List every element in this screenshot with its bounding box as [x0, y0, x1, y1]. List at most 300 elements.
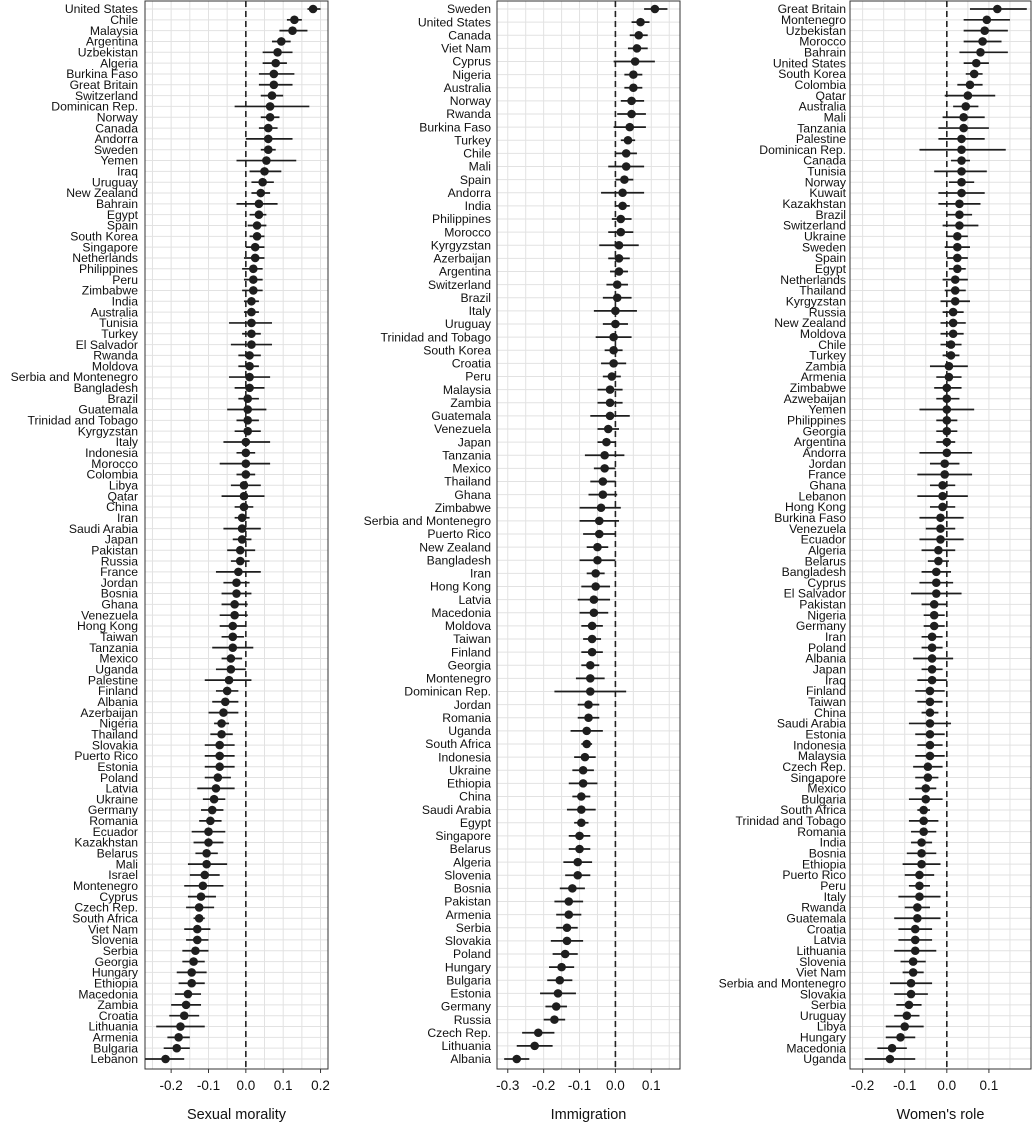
point-estimate-taiwan — [228, 633, 237, 642]
country-label: Uruguay — [799, 1008, 846, 1023]
country-label: Russia — [100, 554, 138, 569]
country-label: Estonia — [805, 727, 846, 742]
point-estimate-great-britain — [270, 80, 279, 89]
point-estimate-mali — [622, 162, 631, 171]
country-label: Iran — [469, 566, 491, 581]
country-label: Ethiopia — [801, 857, 846, 872]
country-label: Serbia — [810, 998, 846, 1013]
country-label: Dominican Rep. — [51, 99, 138, 114]
point-estimate-iran — [591, 569, 600, 578]
country-label: Peru — [465, 369, 491, 384]
point-estimate-albania — [221, 697, 230, 706]
point-estimate-egypt — [577, 818, 586, 827]
country-label: Taiwan — [453, 632, 491, 647]
point-estimate-uruguay — [611, 320, 620, 329]
point-estimate-colombia — [242, 470, 251, 479]
point-estimate-tunisia — [247, 319, 256, 328]
point-estimate-united-states — [309, 5, 318, 14]
point-estimate-nigeria — [930, 611, 939, 620]
country-label: Ukraine — [449, 763, 491, 778]
country-label: Romania — [442, 710, 491, 725]
point-estimate-singapore — [251, 243, 260, 252]
panel-frame — [850, 1, 1031, 1069]
point-estimate-czech-rep — [195, 903, 204, 912]
point-estimate-romania — [919, 827, 928, 836]
point-estimate-hungary — [187, 968, 196, 977]
country-label: Venezuela — [789, 521, 846, 536]
point-estimate-macedonia — [184, 990, 193, 999]
point-estimate-south-africa — [582, 740, 591, 749]
point-estimate-great-britain — [993, 5, 1002, 14]
country-label: Morocco — [91, 456, 138, 471]
point-estimate-zimbabwe — [597, 503, 606, 512]
point-estimate-japan — [602, 438, 611, 447]
point-estimate-morocco — [978, 37, 987, 46]
country-label: Italy — [823, 889, 846, 904]
country-label: China — [106, 500, 138, 515]
point-estimate-algeria — [271, 59, 280, 68]
country-label: Japan — [812, 662, 846, 677]
country-label: Lebanon — [90, 1052, 138, 1067]
x-tick-label: -0.3 — [496, 1078, 520, 1093]
point-estimate-thailand — [951, 286, 960, 295]
point-estimate-estonia — [926, 730, 935, 739]
country-label: Malaysia — [89, 23, 138, 38]
country-label: Burkina Faso — [774, 510, 846, 525]
country-label: Ethiopia — [93, 976, 138, 991]
country-label: Argentina — [793, 435, 846, 450]
point-estimate-germany — [208, 806, 217, 815]
point-estimate-indonesia — [242, 449, 251, 458]
point-estimate-germany — [552, 1002, 561, 1011]
x-tick-label: 0.0 — [937, 1078, 957, 1093]
point-estimate-switzerland — [268, 91, 277, 100]
point-estimate-rwanda — [627, 110, 636, 119]
country-label: Czech Rep. — [427, 1025, 491, 1040]
point-estimate-spain — [253, 221, 262, 230]
country-label: Guatemala — [78, 402, 138, 417]
country-label: Italy — [468, 304, 491, 319]
point-estimate-viet-nam — [193, 925, 202, 934]
point-estimate-romania — [584, 713, 593, 722]
point-estimate-bulgaria — [921, 795, 930, 804]
point-estimate-zambia — [945, 362, 954, 371]
country-label: Thailand — [91, 727, 138, 742]
country-label: Sweden — [93, 142, 138, 157]
point-estimate-belarus — [575, 845, 584, 854]
point-estimate-canada — [957, 156, 966, 165]
point-estimate-poland — [928, 643, 937, 652]
country-label: Armenia — [800, 370, 846, 385]
point-estimate-serbia — [905, 1001, 914, 1010]
country-label: Azwebaijan — [783, 391, 846, 406]
country-label: Spain — [106, 218, 138, 233]
point-estimate-estonia — [215, 762, 224, 771]
point-estimate-saudi-arabia — [577, 805, 586, 814]
country-label: El Salvador — [75, 337, 138, 352]
point-estimate-qatar — [964, 91, 973, 100]
country-label: Pakistan — [91, 543, 138, 558]
point-estimate-dominican-rep — [586, 687, 595, 696]
panel-frame — [497, 1, 680, 1069]
estimate-row — [427, 1026, 554, 1040]
country-label: Bulgaria — [446, 973, 491, 988]
x-axis-title: Women's role — [896, 1107, 985, 1123]
point-estimate-turkey — [947, 351, 956, 360]
point-estimate-mexico — [921, 784, 930, 793]
country-label: Ghana — [101, 597, 138, 612]
country-label: Romania — [797, 824, 846, 839]
point-estimate-malaysia — [926, 752, 935, 761]
country-label: Georgia — [447, 658, 491, 673]
country-label: United States — [417, 15, 491, 30]
country-label: Hong Kong — [77, 619, 138, 634]
point-estimate-bangladesh — [932, 568, 941, 577]
country-label: Turkey — [101, 326, 138, 341]
country-label: Australia — [90, 305, 138, 320]
point-estimate-india — [917, 838, 926, 847]
country-label: Serbia — [455, 920, 491, 935]
country-label: Mali — [468, 159, 491, 174]
point-estimate-switzerland — [613, 280, 622, 289]
point-estimate-spain — [620, 175, 629, 184]
country-label: Pakistan — [799, 597, 846, 612]
panel-sexual-morality — [11, 1, 330, 1123]
point-estimate-puerto-rico — [915, 871, 924, 880]
country-label: India — [111, 294, 138, 309]
country-label: Serbia — [102, 943, 138, 958]
x-tick-label: -0.1 — [893, 1078, 917, 1093]
point-estimate-palestine — [225, 676, 234, 685]
country-label: Italy — [115, 435, 138, 450]
point-estimate-pakistan — [236, 546, 245, 555]
point-estimate-tanzania — [959, 124, 968, 133]
point-estimate-lebanon — [938, 492, 947, 501]
point-estimate-moldova — [949, 329, 958, 338]
country-label: Bangladesh — [781, 565, 846, 580]
point-estimate-sweden — [264, 145, 273, 154]
country-label: Israel — [108, 868, 138, 883]
point-estimate-pakistan — [564, 897, 573, 906]
point-estimate-serbia — [191, 946, 200, 955]
country-label: Azerbaijan — [433, 251, 491, 266]
x-tick-label: 0.1 — [273, 1078, 293, 1093]
country-label: Iran — [116, 510, 138, 525]
point-estimate-peru — [608, 372, 617, 381]
point-estimate-serbia-and-montenegro — [907, 979, 916, 988]
point-estimate-azerbaijan — [219, 708, 228, 717]
point-estimate-slovenia — [193, 936, 202, 945]
country-label: Belarus — [96, 846, 138, 861]
country-label: Zimbabwe — [434, 500, 491, 515]
point-estimate-libya — [900, 1022, 909, 1031]
point-estimate-bosnia — [568, 884, 577, 893]
country-label: Netherlands — [72, 251, 138, 266]
point-estimate-puerto-rico — [215, 752, 224, 761]
point-estimate-andorra — [943, 449, 952, 458]
point-estimate-finland — [588, 648, 597, 657]
point-estimate-south-korea — [253, 232, 262, 241]
point-estimate-bangladesh — [593, 556, 602, 565]
country-label: Hungary — [799, 1030, 846, 1045]
point-estimate-new-zealand — [256, 189, 265, 198]
country-label: Peru — [112, 272, 138, 287]
country-label: Tunisia — [807, 164, 846, 179]
country-label: Canada — [95, 121, 138, 136]
country-label: Macedonia — [78, 987, 138, 1002]
country-label: Philippines — [432, 212, 491, 227]
country-label: Burkina Faso — [419, 120, 491, 135]
point-estimate-hong-kong — [591, 582, 600, 591]
country-label: Russia — [808, 305, 846, 320]
point-estimate-bahrain — [976, 48, 985, 57]
country-label: Ecuador — [92, 824, 138, 839]
country-label: Norway — [96, 110, 138, 125]
point-estimate-china — [240, 503, 249, 512]
point-estimate-algeria — [934, 546, 943, 555]
country-label: Viet Nam — [796, 965, 846, 980]
country-label: Indonesia — [85, 446, 138, 461]
point-estimate-ghana — [230, 600, 239, 609]
country-label: Taiwan — [808, 694, 846, 709]
point-estimate-sweden — [651, 5, 660, 14]
point-estimate-united-states — [636, 18, 645, 27]
country-label: Moldova — [799, 326, 846, 341]
point-estimate-guatemala — [913, 914, 922, 923]
country-label: Singapore — [435, 829, 491, 844]
x-tick-label: -0.2 — [850, 1078, 875, 1093]
point-estimate-new-zealand — [949, 319, 958, 328]
country-label: Trinidad and Tobago — [735, 814, 846, 829]
point-estimate-czech-rep — [534, 1028, 543, 1037]
country-label: Tanzania — [89, 640, 138, 655]
point-estimate-brazil — [955, 210, 964, 219]
point-estimate-lithuania — [176, 1022, 185, 1031]
point-estimate-albania — [928, 654, 937, 663]
country-label: Kyrgyzstan — [77, 424, 138, 439]
x-tick-label: 0.0 — [606, 1078, 625, 1093]
country-label: Australia — [443, 80, 491, 95]
point-estimate-egypt — [953, 264, 962, 273]
point-estimate-netherlands — [951, 275, 960, 284]
point-estimate-israel — [200, 871, 209, 880]
country-label: Mexico — [807, 781, 846, 796]
point-estimate-morocco — [242, 459, 251, 468]
country-label: Chile — [818, 337, 846, 352]
point-estimate-chile — [947, 340, 956, 349]
point-estimate-mexico — [227, 654, 236, 663]
country-label: Spain — [459, 172, 491, 187]
country-label: Slovenia — [91, 933, 138, 948]
point-estimate-ukraine — [953, 232, 962, 241]
point-estimate-armenia — [564, 910, 573, 919]
country-label: Slovakia — [799, 987, 846, 1002]
point-estimate-uganda — [227, 665, 236, 674]
country-label: South Africa — [72, 911, 138, 926]
country-label: Tanzania — [442, 448, 491, 463]
point-estimate-cyprus — [932, 578, 941, 587]
x-tick-label: -0.1 — [196, 1078, 221, 1093]
point-estimate-zambia — [606, 398, 615, 407]
country-label: Brazil — [107, 391, 138, 406]
country-label: Philippines — [79, 261, 138, 276]
point-estimate-iraq — [260, 167, 269, 176]
point-estimate-rwanda — [913, 903, 922, 912]
point-estimate-slovakia — [215, 741, 224, 750]
x-tick-label: 0.1 — [979, 1078, 999, 1093]
country-label: Guatemala — [431, 409, 491, 424]
country-label: Bulgaria — [93, 1041, 138, 1056]
point-estimate-macedonia — [888, 1044, 897, 1053]
country-label: Cyprus — [807, 575, 846, 590]
panel-womens-role — [719, 1, 1031, 1123]
point-estimate-lithuania — [911, 946, 920, 955]
country-label: Ukraine — [804, 229, 846, 244]
x-tick-label: -0.2 — [532, 1078, 556, 1093]
country-label: Serbia and Montenegro — [363, 514, 491, 529]
point-estimate-canada — [634, 31, 643, 40]
country-label: Argentina — [438, 264, 491, 279]
country-label: Switzerland — [428, 277, 491, 292]
country-label: Mali — [115, 857, 138, 872]
point-estimate-peru — [915, 882, 924, 891]
point-estimate-singapore — [924, 773, 933, 782]
point-estimate-palestine — [957, 135, 966, 144]
country-label: Croatia — [806, 922, 846, 937]
country-label: Algeria — [808, 543, 846, 558]
point-estimate-japan — [928, 665, 937, 674]
estimate-row — [450, 1052, 529, 1066]
country-label: Bahrain — [95, 197, 138, 212]
point-estimate-venezuela — [604, 425, 613, 434]
x-axis-title: Sexual morality — [186, 1107, 287, 1123]
country-label: United States — [772, 56, 846, 71]
country-label: Zimbabwe — [789, 381, 846, 396]
point-estimate-dominican-rep — [266, 102, 275, 111]
country-label: Nigeria — [807, 608, 846, 623]
country-label: Switzerland — [783, 218, 846, 233]
point-estimate-slovakia — [563, 937, 572, 946]
country-label: Great Britain — [69, 77, 138, 92]
point-estimate-argentina — [277, 37, 286, 46]
country-label: France — [100, 565, 138, 580]
country-label: Uruguay — [91, 175, 138, 190]
country-label: Iran — [824, 630, 846, 645]
point-estimate-hong-kong — [228, 622, 237, 631]
country-label: Poland — [453, 947, 491, 962]
point-estimate-nigeria — [217, 719, 226, 728]
point-estimate-yemen — [943, 405, 952, 414]
x-tick-label: 0.1 — [641, 1078, 661, 1093]
point-estimate-australia — [961, 102, 970, 111]
point-estimate-south-korea — [970, 70, 979, 79]
point-estimate-slovenia — [909, 957, 918, 966]
country-label: Argentina — [85, 34, 138, 49]
point-estimate-chile — [622, 149, 631, 158]
country-label: Slovakia — [444, 934, 491, 949]
country-label: Lithuania — [88, 1019, 138, 1034]
point-estimate-algeria — [573, 858, 582, 867]
point-estimate-montenegro — [586, 674, 595, 683]
point-estimate-montenegro — [199, 882, 208, 891]
point-estimate-yemen — [262, 156, 271, 165]
country-label: Uganda — [448, 724, 491, 739]
point-estimate-armenia — [945, 373, 954, 382]
country-label: Georgia — [94, 954, 138, 969]
country-label: Ghana — [809, 478, 846, 493]
point-estimate-ukraine — [210, 795, 219, 804]
country-label: Zimbabwe — [81, 283, 138, 298]
country-label: Peru — [820, 879, 846, 894]
point-estimate-azerbaijan — [615, 254, 624, 263]
point-estimate-ecuador — [936, 535, 945, 544]
country-label: India — [464, 199, 491, 214]
point-estimate-dominican-rep — [957, 145, 966, 154]
country-label: Russia — [453, 1012, 491, 1027]
country-label: Poland — [808, 640, 846, 655]
country-label: Albania — [805, 651, 846, 666]
country-label: Armenia — [445, 907, 491, 922]
country-label: Great Britain — [777, 2, 846, 17]
country-label: Tunisia — [99, 316, 138, 331]
point-estimate-sweden — [953, 243, 962, 252]
country-label: Germany — [440, 999, 491, 1014]
country-label: Saudi Arabia — [68, 521, 138, 536]
country-label: Yemen — [100, 153, 138, 168]
point-estimate-macedonia — [590, 608, 599, 617]
point-estimate-georgia — [586, 661, 595, 670]
country-label: Hong Kong — [430, 579, 491, 594]
point-estimate-kyrgyzstan — [243, 427, 252, 436]
point-estimate-trinidad-and-tobago — [243, 416, 252, 425]
country-label: Jordan — [453, 697, 491, 712]
point-estimate-el-salvador — [247, 340, 256, 349]
country-label: Slovenia — [444, 868, 491, 883]
country-label: Bangladesh — [426, 553, 491, 568]
point-estimate-viet-nam — [633, 44, 642, 53]
point-estimate-venezuela — [936, 524, 945, 533]
country-label: Ukraine — [96, 792, 138, 807]
point-estimate-philippines — [249, 264, 258, 273]
x-axis-title: Immigration — [550, 1107, 627, 1123]
point-estimate-morocco — [616, 228, 625, 237]
point-estimate-romania — [206, 817, 215, 826]
point-estimate-spain — [953, 254, 962, 263]
point-estimate-venezuela — [230, 611, 239, 620]
point-estimate-serbia-and-montenegro — [595, 517, 604, 526]
point-estimate-mali — [202, 860, 211, 869]
country-label: Latvia — [813, 933, 846, 948]
country-label: Singapore — [82, 240, 138, 255]
country-label: Puerto Rico — [782, 868, 846, 883]
point-estimate-brazil — [613, 293, 622, 302]
country-label: India — [819, 835, 846, 850]
country-label: Macedonia — [431, 605, 491, 620]
point-estimate-trinidad-and-tobago — [609, 333, 618, 342]
country-label: Germany — [795, 619, 846, 634]
point-estimate-saudi-arabia — [926, 719, 935, 728]
point-estimate-estonia — [554, 989, 563, 998]
country-label: Morocco — [444, 225, 491, 240]
point-estimate-hungary — [557, 963, 566, 972]
country-label: Andorra — [447, 185, 491, 200]
point-estimate-ethiopia — [917, 860, 926, 869]
point-estimate-egypt — [255, 210, 264, 219]
country-label: Qatar — [107, 489, 138, 504]
country-label: Poland — [100, 770, 138, 785]
point-estimate-thailand — [599, 477, 608, 486]
point-estimate-india — [618, 202, 627, 211]
